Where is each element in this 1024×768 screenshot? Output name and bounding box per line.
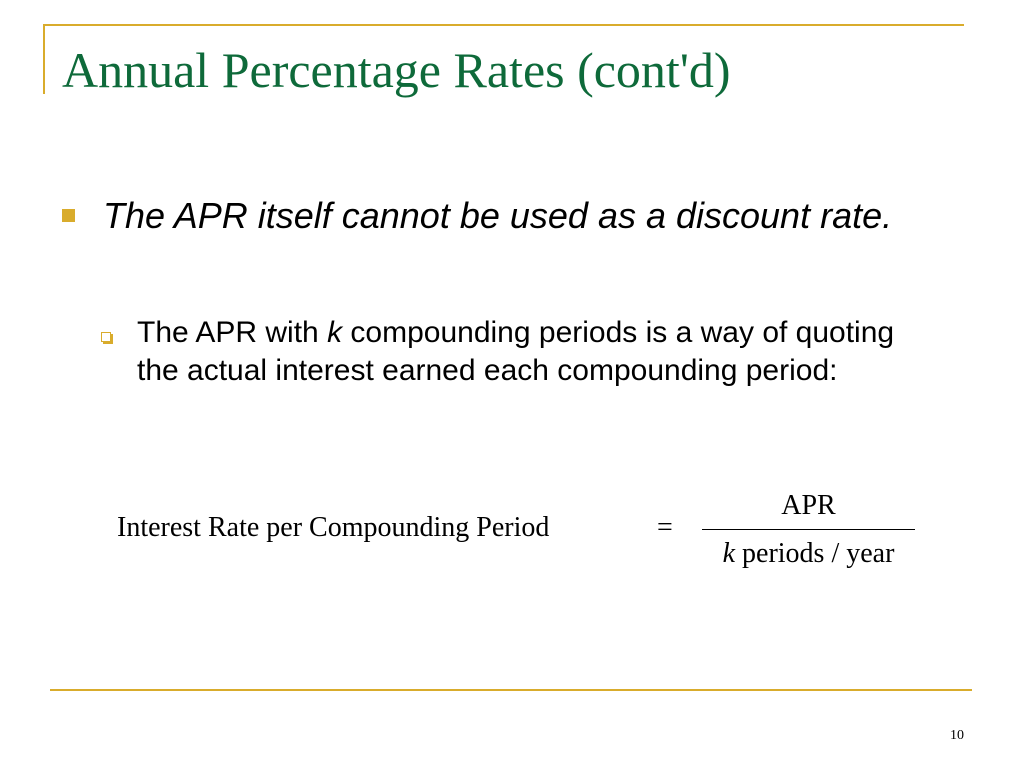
interest-rate-formula [117, 490, 937, 580]
variable-k: k [327, 316, 343, 349]
formula-denominator [702, 538, 915, 570]
slide-title: Annual Percentage Rates (cont'd) [62, 42, 731, 98]
denominator-variable-k: k [722, 538, 736, 569]
formula-numerator: APR [781, 490, 836, 521]
hollow-square-bullet-icon [101, 332, 111, 342]
bullet-text-level-1: The APR itself cannot be used as a discount rate. [103, 195, 893, 236]
fraction-bar [702, 529, 915, 530]
square-bullet-icon [62, 209, 75, 222]
bullet-2-text-end: compounding periods is a way of quoting the actual interest earned each compounding period: [137, 316, 895, 387]
footer-divider [50, 689, 972, 691]
bullet-2-text-start: The APR with [137, 316, 328, 349]
denominator-text: periods / year [735, 538, 895, 569]
formula-equals-sign: = [657, 512, 673, 543]
formula-lhs: Interest Rate per Compounding Period [117, 512, 550, 543]
frame-left-line [43, 24, 45, 94]
page-number: 10 [950, 728, 964, 743]
frame-top-line [43, 24, 964, 26]
bullet-text-level-2 [137, 314, 927, 390]
